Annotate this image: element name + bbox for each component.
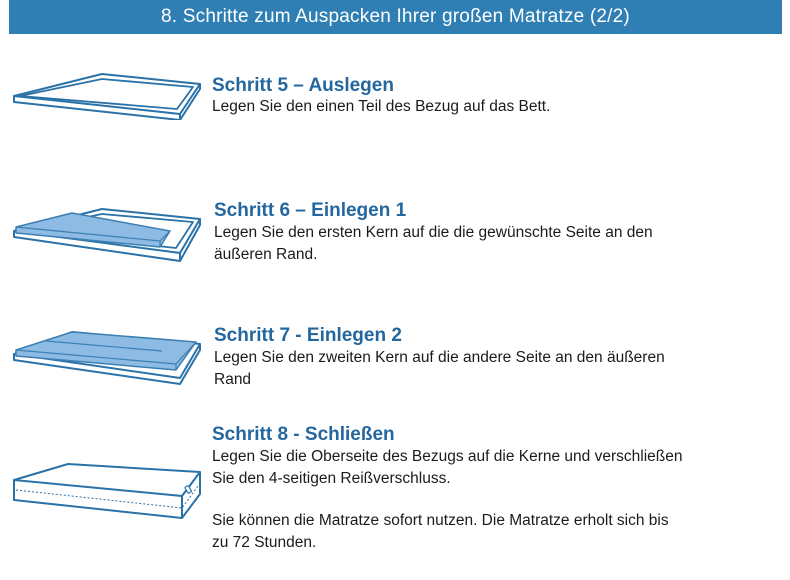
step-6-title: Schritt 6 – Einlegen 1 xyxy=(214,200,407,221)
page-title: 8. Schritte zum Auspacken Ihrer großen Matratze (2/2) xyxy=(9,0,782,34)
step-8-note-line-1: Sie können die Matratze sofort nutzen. Die Matratze erholt sich bis xyxy=(212,512,669,529)
step-6-line-1: Legen Sie den ersten Kern auf die die gewünschte Seite an den xyxy=(214,224,653,241)
step-8-title: Schritt 8 - Schließen xyxy=(212,424,395,445)
cover-with-first-core-icon xyxy=(10,205,202,267)
step-7-title: Schritt 7 - Einlegen 2 xyxy=(214,325,402,346)
cover-with-both-cores-icon xyxy=(10,328,202,390)
step-6-line-2: äußeren Rand. xyxy=(214,246,318,263)
step-5-title: Schritt 5 – Auslegen xyxy=(212,75,394,96)
step-5-line-1: Legen Sie den einen Teil des Bezug auf das Bett. xyxy=(212,98,551,115)
empty-cover-icon xyxy=(10,68,202,120)
step-6-text xyxy=(214,222,653,266)
step-7-text xyxy=(214,347,665,391)
step-8-note xyxy=(212,510,669,554)
step-8-note-line-2: zu 72 Stunden. xyxy=(212,534,317,551)
step-7-line-1: Legen Sie den zweiten Kern auf die andere Seite an den äußeren xyxy=(214,349,665,366)
step-8-text xyxy=(212,446,682,490)
closed-mattress-icon xyxy=(10,460,202,528)
step-7-line-2: Rand xyxy=(214,371,252,388)
step-8-line-1: Legen Sie die Oberseite des Bezugs auf die Kerne und verschließen xyxy=(212,448,683,465)
step-8-line-2: Sie den 4-seitigen Reißverschluss. xyxy=(212,470,451,487)
step-5-text xyxy=(212,96,550,118)
